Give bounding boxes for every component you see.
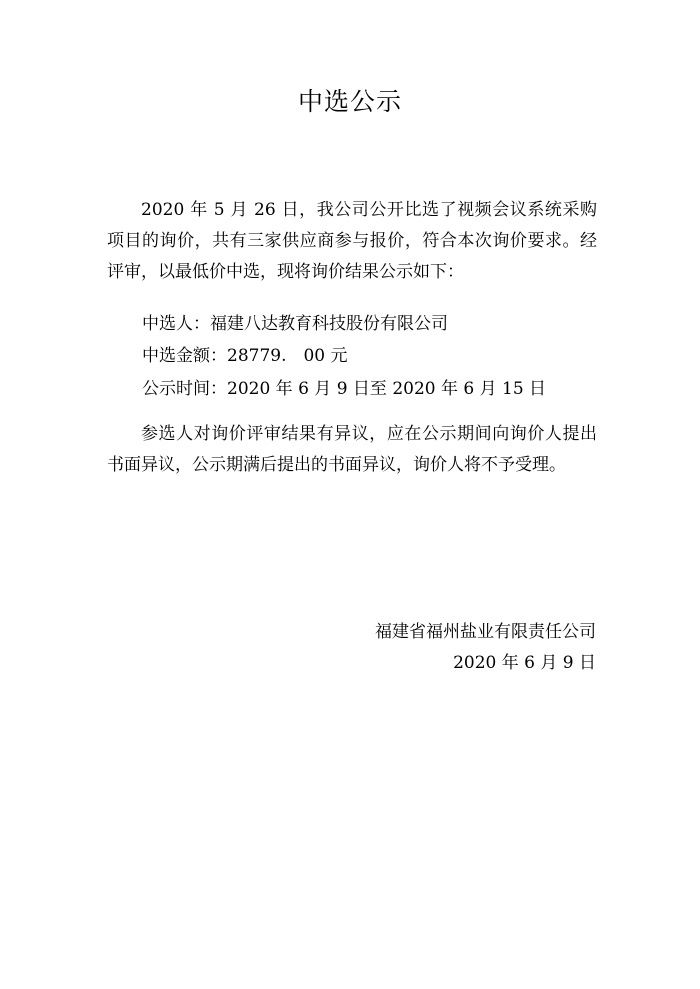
objection-paragraph: 参选人对询价评审结果有异议，应在公示期间向询价人提出书面异议，公示期满后提出的书面异议，询价人将不予受理。 bbox=[107, 424, 597, 475]
intro-paragraph: 2020 年 5 月 26 日，我公司公开比选了视频会议系统采购项目的询价，共有三家供应商参与报价，符合本次询价要求。经评审，以最低价中选，现将询价结果公示如下： bbox=[107, 200, 597, 282]
page-title: 中选公示 bbox=[297, 87, 402, 116]
winner-line: 中选人：福建八达教育科技股份有限公司 bbox=[142, 314, 448, 334]
signature-company: 福建省福州盐业有限责任公司 bbox=[375, 622, 596, 642]
amount-line: 中选金额：28779. 00 元 bbox=[142, 346, 348, 366]
period-line: 公示时间：2020 年 6 月 9 日至 2020 年 6 月 15 日 bbox=[142, 379, 547, 399]
signature-date: 2020 年 6 月 9 日 bbox=[453, 653, 596, 673]
